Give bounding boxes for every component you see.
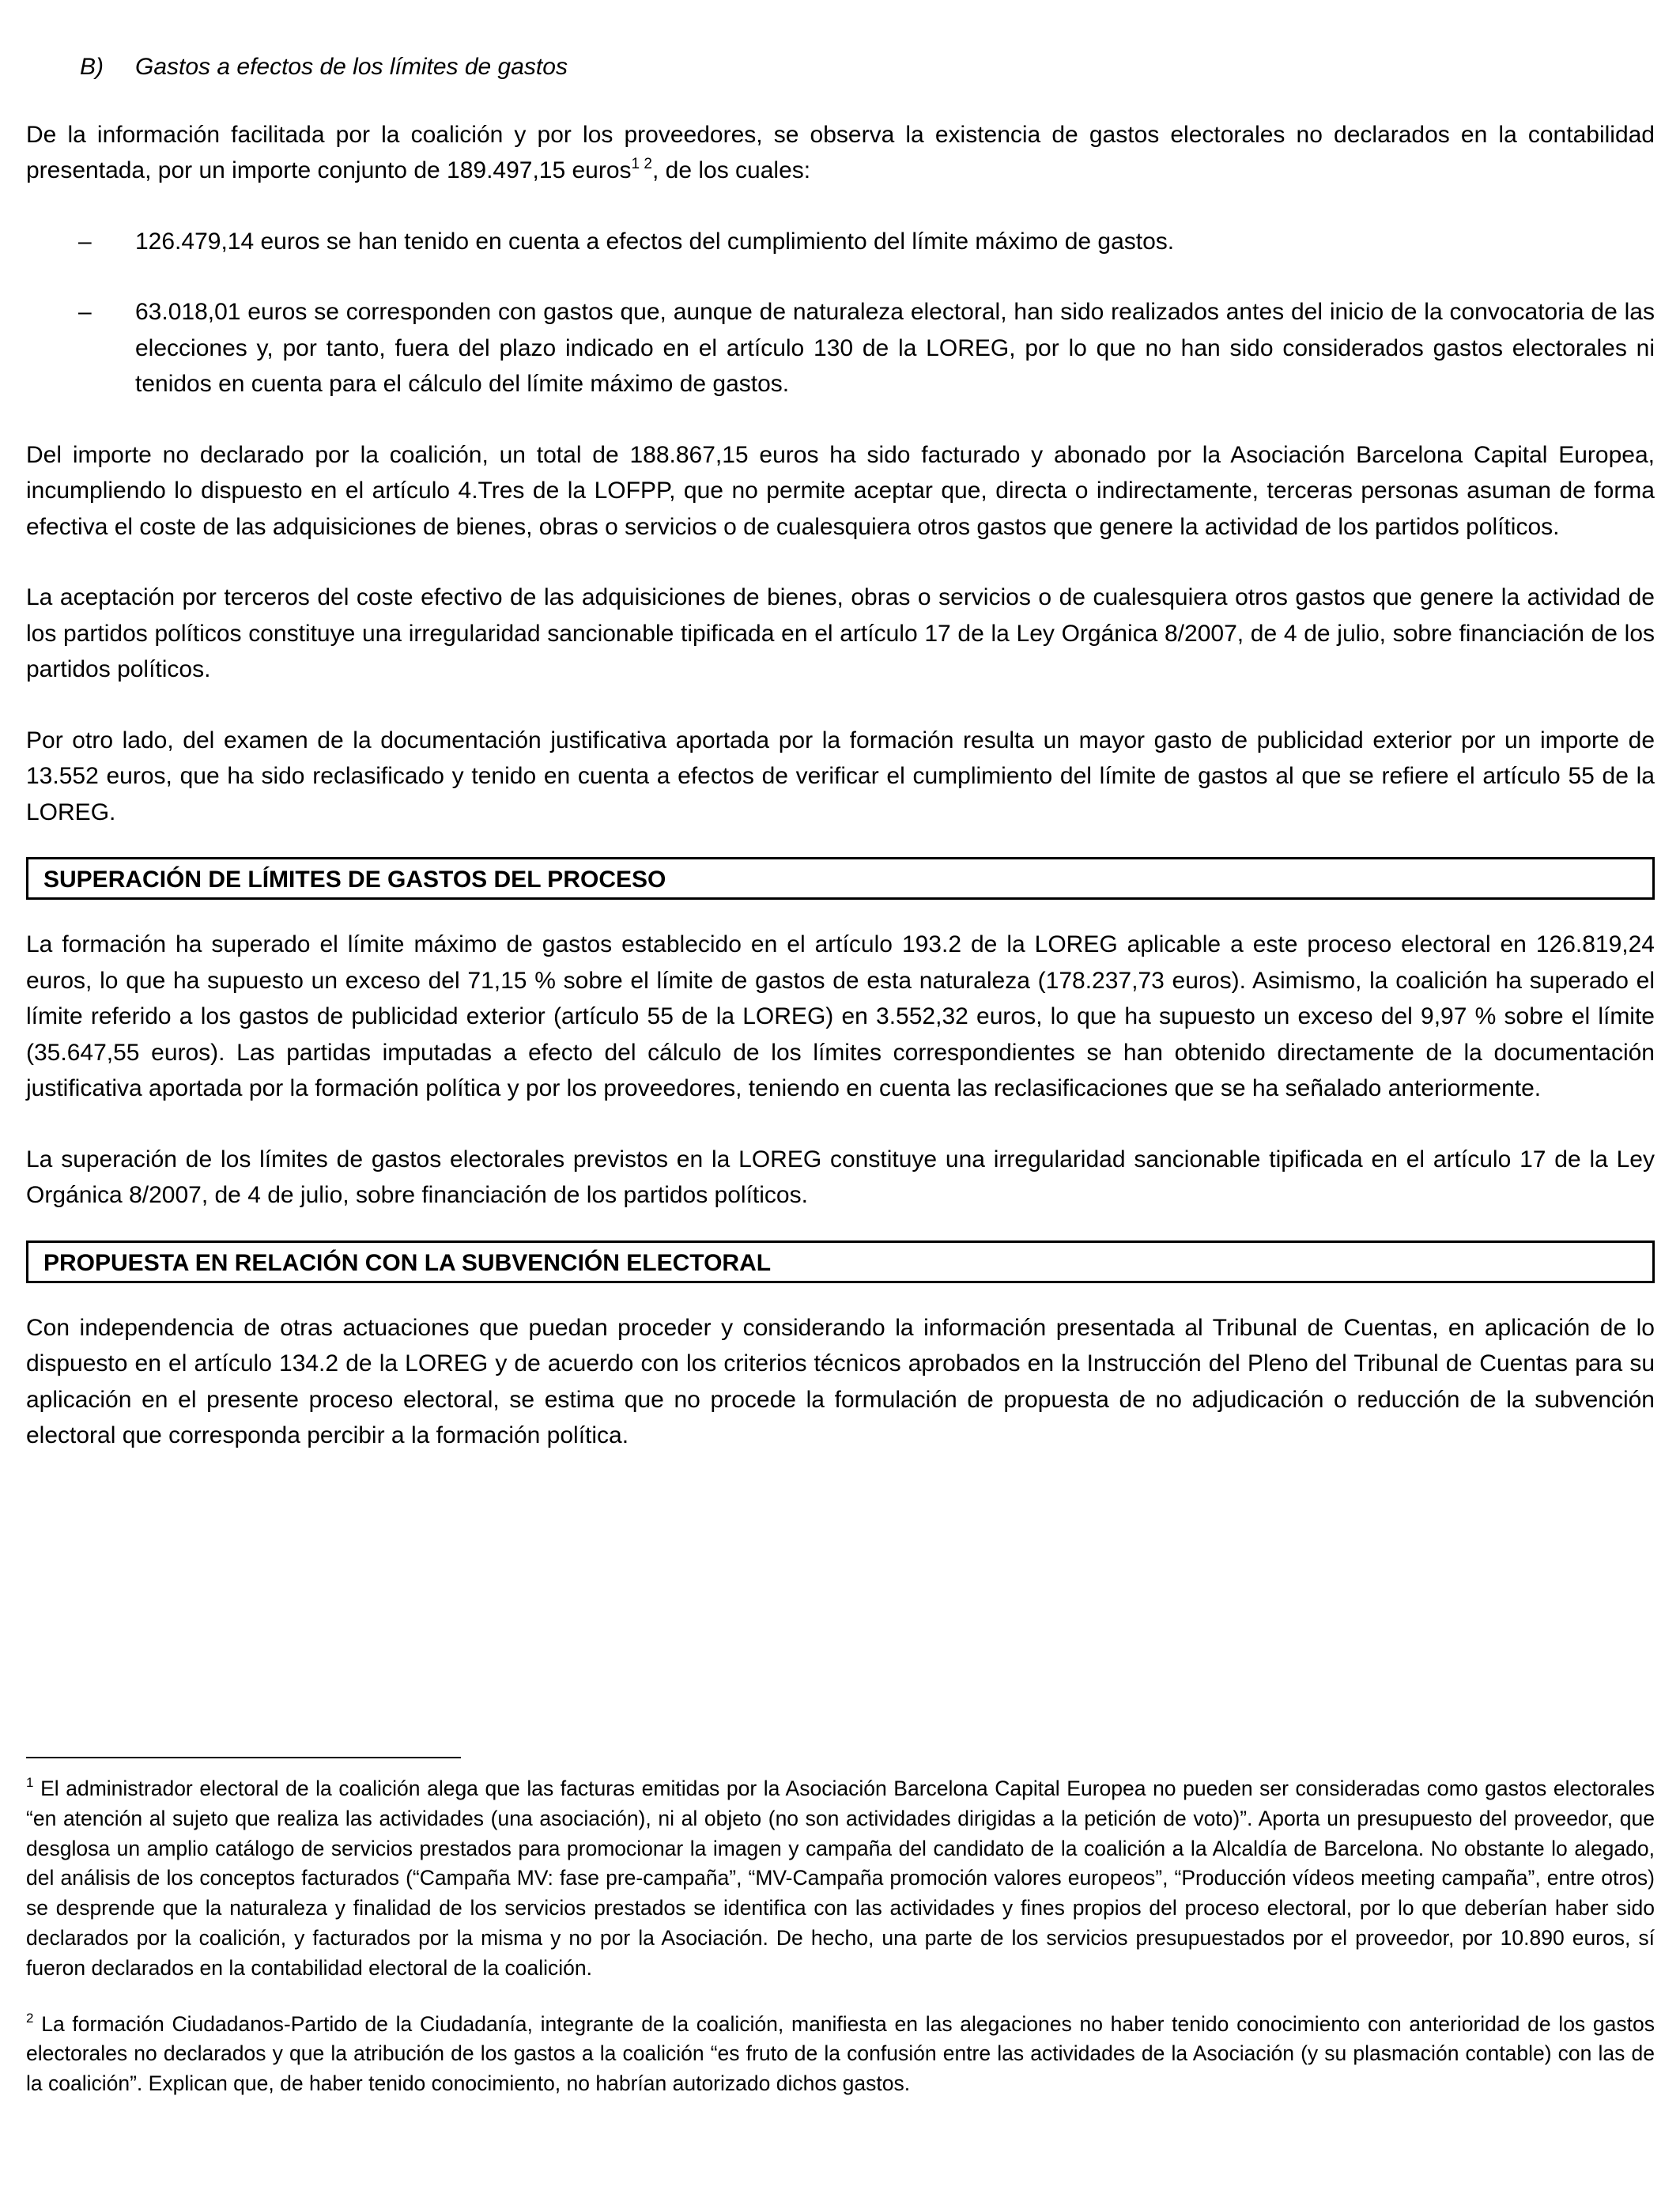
list-item: [26, 294, 1655, 402]
footnotes: [26, 1757, 1655, 2125]
paragraph-third-party-billing: Del importe no declarado por la coalición, un total de 188.867,15 euros ha sido facturado y abonado por la Asociación Barcelona Capital Europea, incumpliendo lo dispuesto en el artículo 4.Tres de la LOFPP, que no permite aceptar que, directa o indirectamente, terceras personas asuman de forma efectiva el coste de las adquisiciones de bienes, obras o servicios o de cualesquiera otros gastos que genere la actividad de los partidos políticos.: [26, 441, 1655, 540]
footnote-text: El administrador electoral de la coalición alega que las facturas emitidas por la Asociación Barcelona Capital Europea no pueden ser consideradas como gastos electorales “en atención al sujeto que realiza las actividades (una asociación), ni al objeto (no son actividades dirigidas a la petición de voto)”. Aporta un presupuesto del proveedor, que desglosa un amplio catálogo de servicios prestados para promocionar la imagen y campaña del candidato de la coalición a la Alcaldía de Barcelona. No obstante lo alegado, del análisis de los conceptos facturados (“Campaña MV: fase pre-campaña”, “MV-Campaña promoción valores europeos”, “Producción vídeos meeting campaña”, entre otros) se desprende que la naturaleza y finalidad de los servicios prestados se identifica con las actividades y fines propios del proceso electoral, por lo que deberían haber sido declarados por la coalición, y facturados por la misma y no por la Asociación. De hecho, una parte de los servicios presupuestados por el proveedor, por 10.890 euros, sí fueron declarados en la contabilidad electoral de la coalición.: [26, 1777, 1655, 1980]
section-heading-subsidy: PROPUESTA EN RELACIÓN CON LA SUBVENCIÓN ELECTORAL: [26, 1240, 1655, 1283]
paragraph-text: De la información facilitada por la coalición y por los proveedores, se observa la existencia de gastos electorales no declarados en la contabilidad presentada, por un importe conjunto de 189.497,15 euros: [26, 121, 1655, 183]
dash-bullet: –: [78, 228, 92, 255]
document-body: [26, 49, 1655, 1489]
subsection-heading: [26, 49, 1655, 85]
paragraph-irregularity: La aceptación por terceros del coste efectivo de las adquisiciones de bienes, obras o servicios o de cualesquiera otros gastos que genere la actividad de los partidos políticos constituye una irregularidad sancionable tipificada en el artículo 17 de la Ley Orgánica 8/2007, de 4 de julio, sobre financiación de los partidos políticos.: [26, 584, 1655, 682]
footnote-number: 1: [26, 1775, 34, 1790]
footnote-text: La formación Ciudadanos-Partido de la Ciudadanía, integrante de la coalición, manifiesta en las alegaciones no haber tenido conocimiento con anterioridad de los gastos electorales no declarados y que la atribución de los gastos a la coalición “es fruto de la confusión entre las actividades de la Asociación (y su plasmación contable) con las de la coalición”. Explican que, de haber tenido conocimiento, no habrían autorizado dichos gastos.: [26, 2011, 1655, 2096]
dash-bullet: –: [78, 299, 92, 325]
subsection-letter: B): [80, 54, 104, 80]
list-item: [26, 224, 1655, 260]
footnote-separator: [26, 1757, 461, 1758]
footnote-ref-2[interactable]: 2: [644, 156, 652, 172]
footnote-ref-1[interactable]: 1: [631, 156, 640, 172]
subsection-title: Gastos a efectos de los límites de gastos: [135, 54, 568, 80]
section-heading-limits: SUPERACIÓN DE LÍMITES DE GASTOS DEL PROCESO: [26, 857, 1655, 900]
paragraph-outdoor-advertising: Por otro lado, del examen de la documentación justificativa aportada por la formación resulta un mayor gasto de publicidad exterior por un importe de 13.552 euros, que ha sido reclasificado y tenido en cuenta a efectos de verificar el cumplimiento del límite de gastos al que se refiere el artículo 55 de la LOREG.: [26, 727, 1655, 825]
paragraph-undeclared-expenses: [26, 117, 1655, 189]
footnote-number: 2: [26, 2010, 34, 2026]
paragraph-subsidy-proposal: Con independencia de otras actuaciones que puedan proceder y considerando la información presentada al Tribunal de Cuentas, en aplicación de lo dispuesto en el artículo 134.2 de la LOREG y de acuerdo con los criterios técnicos aprobados en la Instrucción del Pleno del Tribunal de Cuentas para su aplicación en el presente proceso electoral, se estima que no procede la formulación de propuesta de no adjudicación o reducción de la subvención electoral que corresponda percibir a la formación política.: [26, 1314, 1655, 1448]
list-item-text: 63.018,01 euros se corresponden con gastos que, aunque de naturaleza electoral, han sido realizados antes del inicio de la convocatoria de las elecciones y, por tanto, fuera del plazo indicado en el artículo 130 de la LOREG, por lo que no han sido considerados gastos electorales ni tenidos en cuenta para el cálculo del límite máximo de gastos.: [135, 299, 1655, 397]
footnote-1: [26, 1774, 1655, 1984]
footnote-2: [26, 2010, 1655, 2099]
list-item-text: 126.479,14 euros se han tenido en cuenta a efectos del cumplimiento del límite máximo de gastos.: [135, 228, 1175, 255]
paragraph-limit-exceeded: La formación ha superado el límite máximo de gastos establecido en el artículo 193.2 de la LOREG aplicable a este proceso electoral en 126.819,24 euros, lo que ha supuesto un exceso del 71,15 % sobre el límite de gastos de esta naturaleza (178.237,73 euros). Asimismo, la coalición ha superado el límite referido a los gastos de publicidad exterior (artículo 55 de la LOREG) en 3.552,32 euros, lo que ha supuesto un exceso del 9,97 % sobre el límite (35.647,55 euros). Las partidas imputadas a efecto del cálculo de los límites correspondientes se han obtenido directamente de la documentación justificativa aportada por la formación política y por los proveedores, teniendo en cuenta las reclasificaciones que se ha señalado anteriormente.: [26, 931, 1655, 1101]
paragraph-limit-irregularity: La superación de los límites de gastos electorales previstos en la LOREG constituye una irregularidad sancionable tipificada en el artículo 17 de la Ley Orgánica 8/2007, de 4 de julio, sobre financiación de los partidos políticos.: [26, 1146, 1655, 1208]
paragraph-text-tail: , de los cuales:: [651, 157, 811, 183]
expense-breakdown-list: [26, 224, 1655, 402]
